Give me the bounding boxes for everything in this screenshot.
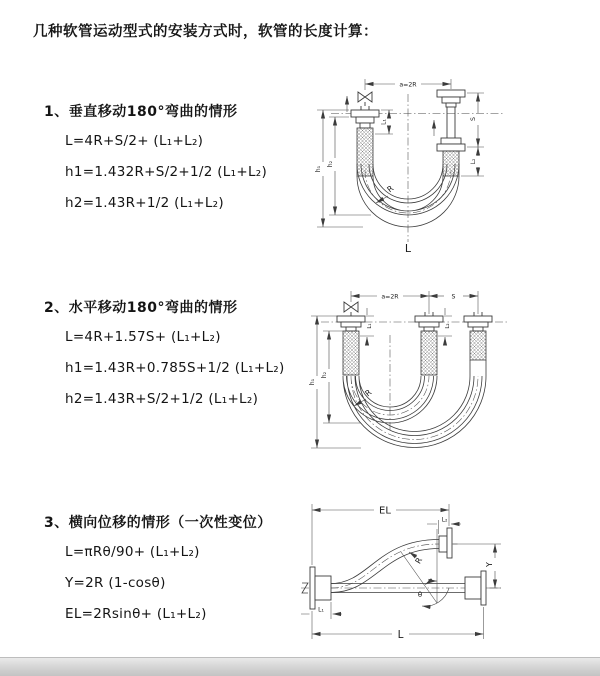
braided-hose-section — [421, 331, 437, 375]
dim-label-l2: L₂ — [441, 516, 448, 524]
left-flange — [337, 316, 365, 331]
braided-hose-section — [343, 331, 359, 375]
radius-label: R — [413, 556, 425, 566]
dim-label-l1: L₁ — [367, 323, 373, 329]
dim-label-a2r: a=2R — [381, 293, 399, 301]
section-lateral-displacement — [44, 512, 272, 636]
right-flange-lower — [437, 138, 465, 151]
dim-label-l2: L₂ — [470, 158, 477, 165]
hose-displaced-position — [331, 540, 439, 593]
dim-label-h1: h₁ — [309, 378, 316, 386]
right-flange — [464, 316, 492, 331]
radius-label: R — [385, 183, 396, 195]
left-flange — [310, 567, 331, 609]
hose-u-bends — [343, 360, 486, 448]
left-flange — [351, 110, 379, 128]
dim-label-l2: L₂ — [445, 323, 451, 329]
formula-line: h2=1.43R+S/2+1/2 (L₁+L₂) — [65, 391, 259, 407]
dim-label-h1: h₁ — [315, 165, 322, 173]
diagram-lateral-displacement — [297, 496, 597, 656]
section-horizontal-movement — [44, 297, 285, 421]
angle-label: θ — [417, 591, 423, 599]
formula-line: h1=1.43R+0.785S+1/2 (L₁+L₂) — [65, 360, 285, 376]
radius-label: R — [363, 387, 374, 399]
right-flange-displaced — [439, 528, 452, 558]
formula-line: h2=1.43R+1/2 (L₁+L₂) — [65, 195, 224, 211]
formula-line: EL=2Rsinθ+ (L₁+L₂) — [65, 606, 207, 622]
formula-line: L=4R+1.57S+ (L₁+L₂) — [65, 329, 221, 345]
dim-label-a2r: a=2R — [399, 81, 417, 89]
valve-icon — [344, 302, 358, 312]
dim-label-el: EL — [379, 505, 391, 517]
formula-line: Y=2R (1-cosθ) — [65, 575, 166, 591]
right-flange-original — [465, 571, 486, 605]
middle-flange — [415, 316, 443, 331]
section-3-heading: 3、横向位移的情形（一次性变位） — [44, 515, 272, 531]
dim-label-s: S — [451, 293, 456, 301]
section-1-heading: 1、垂直移动180°弯曲的情形 — [44, 104, 238, 120]
valve-icon — [358, 92, 372, 102]
angle-arc-arrow — [422, 588, 449, 606]
diagram-vertical-180-bend — [303, 64, 588, 259]
hose-centerline-arcs — [351, 376, 478, 439]
dim-label-l1: L₁ — [318, 606, 324, 614]
dim-label-h2: h₂ — [327, 160, 334, 168]
page-bottom-edge — [0, 657, 600, 676]
dim-label-y: Y — [485, 562, 494, 567]
length-label: L — [404, 242, 412, 255]
dim-label-s: S — [470, 117, 477, 121]
section-2-heading: 2、水平移动180°弯曲的情形 — [44, 300, 238, 316]
formula-line: L=4R+S/2+ (L₁+L₂) — [65, 133, 204, 149]
diagram-horizontal-180-bend — [303, 280, 588, 465]
braided-hose-section — [443, 151, 459, 176]
right-flange-upper — [437, 90, 465, 107]
page-title: 几种软管运动型式的安装方式时，软管的长度计算： — [33, 24, 378, 40]
braided-hose-section — [357, 128, 373, 176]
angle-arc — [425, 581, 437, 585]
formula-line: L=πRθ/90+ (L₁+L₂) — [65, 544, 200, 560]
formula-line: h1=1.432R+S/2+1/2 (L₁+L₂) — [65, 164, 268, 180]
dim-label-h2: h₂ — [321, 371, 328, 379]
braided-hose-section — [470, 331, 486, 360]
section-vertical-movement — [44, 101, 267, 225]
dim-label-l: L — [397, 629, 404, 641]
dim-label-l1: L₁ — [380, 119, 388, 125]
